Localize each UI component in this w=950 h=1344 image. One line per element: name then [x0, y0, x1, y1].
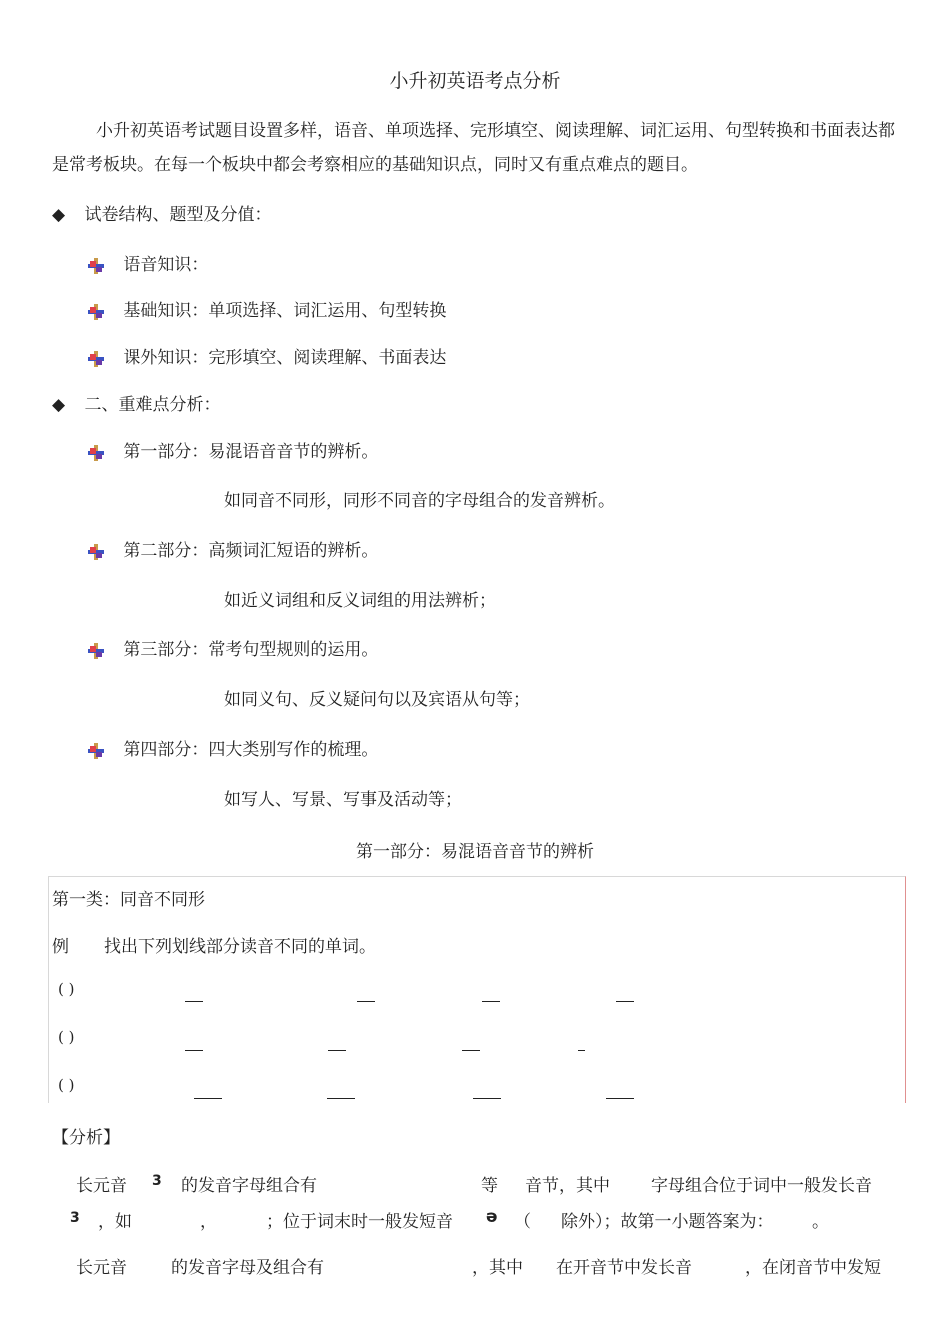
part-note: 如写人、写景、写事及活动等； — [224, 790, 462, 810]
part-label: 第四部分：四大类别写作的梳理。 — [123, 740, 379, 760]
answer-blank-line — [327, 1098, 355, 1099]
analysis-text: 在开音节中发长音 — [556, 1258, 692, 1278]
page-title: 小升初英语考点分析 — [389, 70, 561, 92]
section1-item-label: 语音知识： — [123, 255, 209, 275]
section1-item — [88, 250, 208, 275]
answer-bracket: ( ) — [58, 980, 75, 998]
answer-bracket: ( ) — [58, 1076, 75, 1094]
example-instruction: 找出下列划线部分读音不同的单词。 — [104, 937, 376, 957]
analysis-text: 。 — [812, 1212, 829, 1232]
part-note: 如同音不同形，同形不同音的字母组合的发音辨析。 — [224, 491, 615, 511]
analysis-text: 等 — [481, 1176, 498, 1196]
intro-paragraph: 小升初英语考试题目设置多样，语音、单项选择、完形填空、阅读理解、词汇运用、句型转换和书面表达都是常考板块。在每一个板块中都会考察相应的基础知识点，同时又有重点难点的题目。 — [52, 121, 895, 175]
section1-item — [88, 343, 446, 368]
section1-heading: 试卷结构、题型及分值： — [84, 205, 272, 225]
section2-heading-row — [52, 390, 220, 415]
analysis-text: ，在闭音节中发短 — [745, 1258, 881, 1278]
colored-square-bullet-icon — [88, 351, 104, 367]
colored-square-bullet-icon — [88, 743, 104, 759]
analysis-text: （ — [514, 1212, 531, 1232]
analysis-text: ；位于词末时一般发短音 — [266, 1212, 453, 1232]
colored-square-bullet-icon — [88, 445, 104, 461]
diamond-bullet-icon: ◆ — [52, 395, 66, 415]
colored-square-bullet-icon — [88, 643, 104, 659]
part-label-row — [88, 536, 378, 561]
part-label: 第二部分：高频词汇短语的辨析。 — [123, 541, 379, 561]
example-box — [48, 876, 906, 1103]
answer-blank-line — [473, 1098, 501, 1099]
answer-blank-line — [578, 1050, 585, 1051]
analysis-text: ə — [486, 1207, 498, 1227]
answer-blank-line — [194, 1098, 222, 1099]
analysis-text: 长元音 — [76, 1176, 127, 1196]
answer-blank-line — [357, 1001, 375, 1002]
answer-blank-line — [462, 1050, 480, 1051]
section1-item-label: 课外知识：完形填空、阅读理解、书面表达 — [123, 348, 447, 368]
colored-square-bullet-icon — [88, 304, 104, 320]
analysis-text: 3 — [152, 1173, 162, 1189]
analysis-text: 的发音字母及组合有 — [171, 1258, 324, 1278]
analysis-text: ，如 — [98, 1212, 132, 1232]
part-label: 第一部分：易混语音音节的辨析。 — [123, 442, 379, 462]
part-label-row — [88, 635, 378, 660]
answer-blank-line — [185, 1050, 203, 1051]
analysis-heading: 【分析】 — [52, 1128, 120, 1148]
colored-square-bullet-icon — [88, 258, 104, 274]
answer-blank-line — [616, 1001, 634, 1002]
section2-heading: 二、重难点分析： — [84, 395, 221, 415]
answer-blank-line — [328, 1050, 346, 1051]
analysis-text: 音节，其中 — [525, 1176, 610, 1196]
section1-heading-row — [52, 200, 271, 225]
analysis-text: 长元音 — [76, 1258, 127, 1278]
diamond-bullet-icon: ◆ — [52, 205, 66, 225]
part-label-row — [88, 437, 378, 462]
colored-square-bullet-icon — [88, 544, 104, 560]
analysis-text: 除外）；故第一小题答案为： — [561, 1212, 774, 1232]
part-label: 第三部分：常考句型规则的运用。 — [123, 640, 379, 660]
analysis-text: 3 — [70, 1210, 80, 1226]
answer-bracket: ( ) — [58, 1028, 75, 1046]
section1-item — [88, 296, 446, 321]
part-label-row — [88, 735, 378, 760]
answer-blank-line — [482, 1001, 500, 1002]
analysis-text: 的发音字母组合有 — [181, 1176, 317, 1196]
example-label: 例 — [52, 937, 69, 957]
answer-blank-line — [185, 1001, 203, 1002]
part-note: 如近义词组和反义词组的用法辨析； — [224, 591, 496, 611]
analysis-text: ，其中 — [472, 1258, 523, 1278]
analysis-text: 字母组合位于词中一般发长音 — [651, 1176, 872, 1196]
section1-item-label: 基础知识：单项选择、词汇运用、句型转换 — [123, 301, 447, 321]
answer-blank-line — [606, 1098, 634, 1099]
part1-heading: 第一部分：易混语音音节的辨析 — [356, 842, 594, 862]
category-label: 第一类：同音不同形 — [52, 890, 205, 910]
analysis-text: ， — [200, 1212, 217, 1232]
part-note: 如同义句、反义疑问句以及宾语从句等； — [224, 690, 530, 710]
